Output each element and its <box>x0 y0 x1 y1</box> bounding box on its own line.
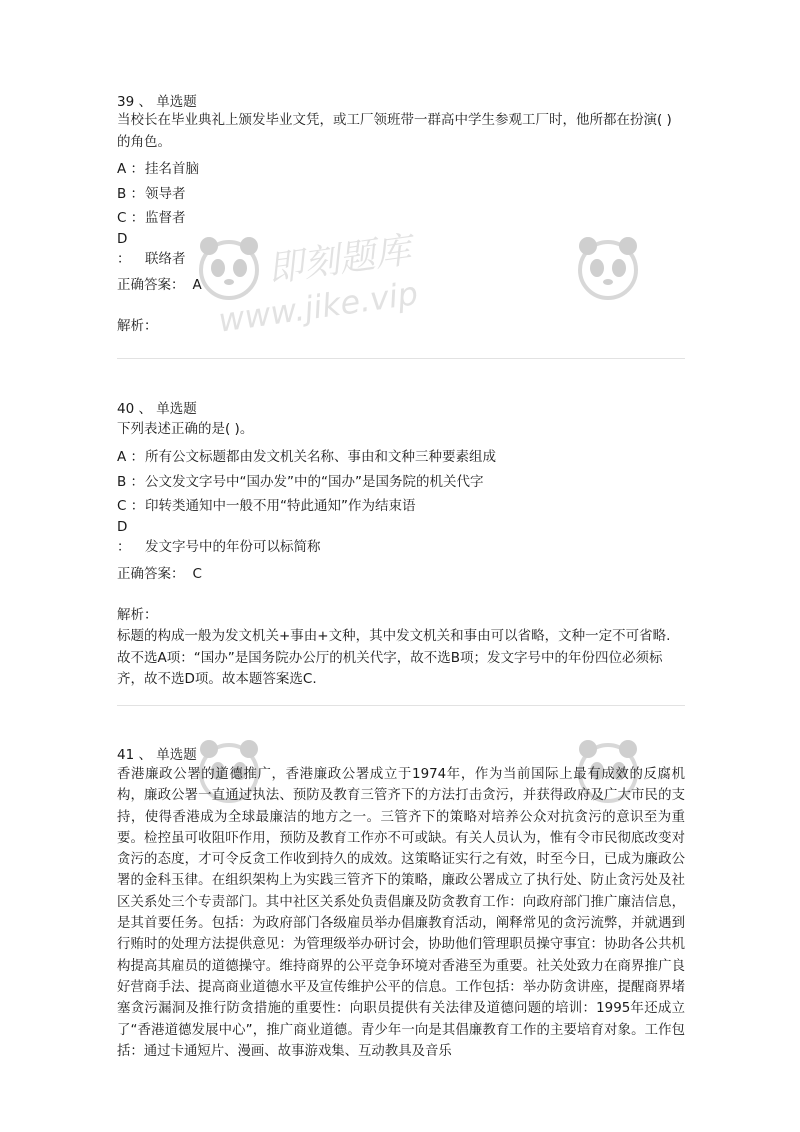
question-41-header: 41 、 单选题 <box>117 747 197 763</box>
panda-logo-icon <box>196 232 262 310</box>
question-40-answer <box>117 562 202 582</box>
question-40-header: 40 、 单选题 <box>117 401 197 417</box>
watermark <box>575 232 800 362</box>
option-text: 印转类通知中一般不用“特此通知”作为结束语 <box>145 498 416 514</box>
option-text: 联络者 <box>145 251 186 267</box>
watermark-brand: 即刻题库 <box>265 229 414 291</box>
question-40-option-d[interactable] <box>117 519 321 555</box>
question-39-option-a[interactable] <box>117 157 199 177</box>
option-label: B ： <box>117 474 145 490</box>
divider <box>117 358 685 359</box>
divider <box>117 705 685 706</box>
answer-label: 正确答案： <box>117 277 185 293</box>
question-39-explanation-label: 解析： <box>117 318 158 334</box>
option-label: C ： <box>117 210 145 226</box>
question-40-stem: 下列表述正确的是( )。 <box>117 421 254 437</box>
answer-label: 正确答案： <box>117 566 185 582</box>
question-39-option-b[interactable] <box>117 182 186 202</box>
option-label: D ： <box>117 519 131 555</box>
question-39-header: 39 、 单选题 <box>117 94 197 110</box>
question-39-option-d[interactable] <box>117 231 186 267</box>
option-text: 挂名首脑 <box>145 161 199 177</box>
option-text: 公文发文字号中“国办发”中的“国办”是国务院的机关代字 <box>145 474 484 490</box>
answer-value: C <box>192 566 202 582</box>
option-label: A ： <box>117 161 145 177</box>
option-label: D ： <box>117 231 131 267</box>
option-label: C ： <box>117 498 145 514</box>
watermark-url: www.jike.vip <box>216 274 421 340</box>
question-41-stem: 香港廉政公署的道德推广，香港廉政公署成立于1974年，作为当前国际上最有成效的反腐机构，廉政公署一直通过执法、预防及教育三管齐下的方法打击贪污，并获得政府及广大市民的支持，使得香港成为全球最廉洁的地方之一。三管齐下的策略对培养公众对抗贪污的意识至为重要。检控虽可收阻吓作用，预防及教育工作亦不可或缺。有关人员认为，惟有令市民彻底改变对贪污的态度，才可令反贪工作收到持久的成效。这策略证实行之有效，时至今日，已成为廉政公署的金科玉律。在组织架构上为实践三管齐下的策略，廉政公署成立了执行处、防止贪污处及社区关系处三个专责部门。其中社区关系处负责倡廉及防贪教育工作：向政府部门推广廉洁信息，是其首要任务。包括：为政府部门各级雇员举办倡廉教育活动，阐释常见的贪污流弊，并就遇到行贿时的处理方法提供意见：为管理级举办研讨会，协助他们管理职员操守事宜：协助各公共机构提高其雇员的道德操守。维持商界的公平竞争环境对香港至为重要。社关处致力在商界推广良好营商手法、提高商业道德水平及宣传维护公平的信息。工作包括：举办防贪讲座，提醒商界堵塞贪污漏洞及推行防贪措施的重要性：向职员提供有关法律及道德问题的培训：1995年还成立了“香港道德发展中心”，推广商业道德。青少年一向是其倡廉教育工作的主要培育对象。工作包括：通过卡通短片、漫画、故事游戏集、互动教具及音乐 <box>117 767 685 1059</box>
question-39-option-c[interactable] <box>117 206 186 226</box>
option-label: A ： <box>117 449 145 465</box>
question-40-option-b[interactable] <box>117 470 483 490</box>
option-text: 监督者 <box>145 210 186 226</box>
watermark <box>196 229 496 362</box>
question-40-option-a[interactable] <box>117 445 496 465</box>
option-label: B ： <box>117 186 145 202</box>
question-40-explanation-label: 解析： <box>117 607 158 623</box>
question-40-option-c[interactable] <box>117 494 416 514</box>
option-text: 领导者 <box>145 186 186 202</box>
question-39-stem: 当校长在毕业典礼上颁发毕业文凭，或工厂领班带一群高中学生参观工厂时，他所都在扮演( )的角色。 <box>117 112 672 150</box>
question-40-explanation: 标题的构成一般为发文机关+事由+文种，其中发文机关和事由可以省略，文种一定不可省略.故不选A项：“国办”是国务院办公厅的机关代字，故不选B项；发文字号中的年份四位必须标齐，故不选D项。故本题答案选C. <box>117 628 671 687</box>
answer-value: A <box>192 277 202 293</box>
question-39-answer <box>117 273 202 293</box>
panda-logo-icon <box>575 232 641 310</box>
option-text: 所有公文标题都由发文机关名称、事由和文种三种要素组成 <box>145 449 496 465</box>
option-text: 发文字号中的年份可以标简称 <box>145 539 321 555</box>
